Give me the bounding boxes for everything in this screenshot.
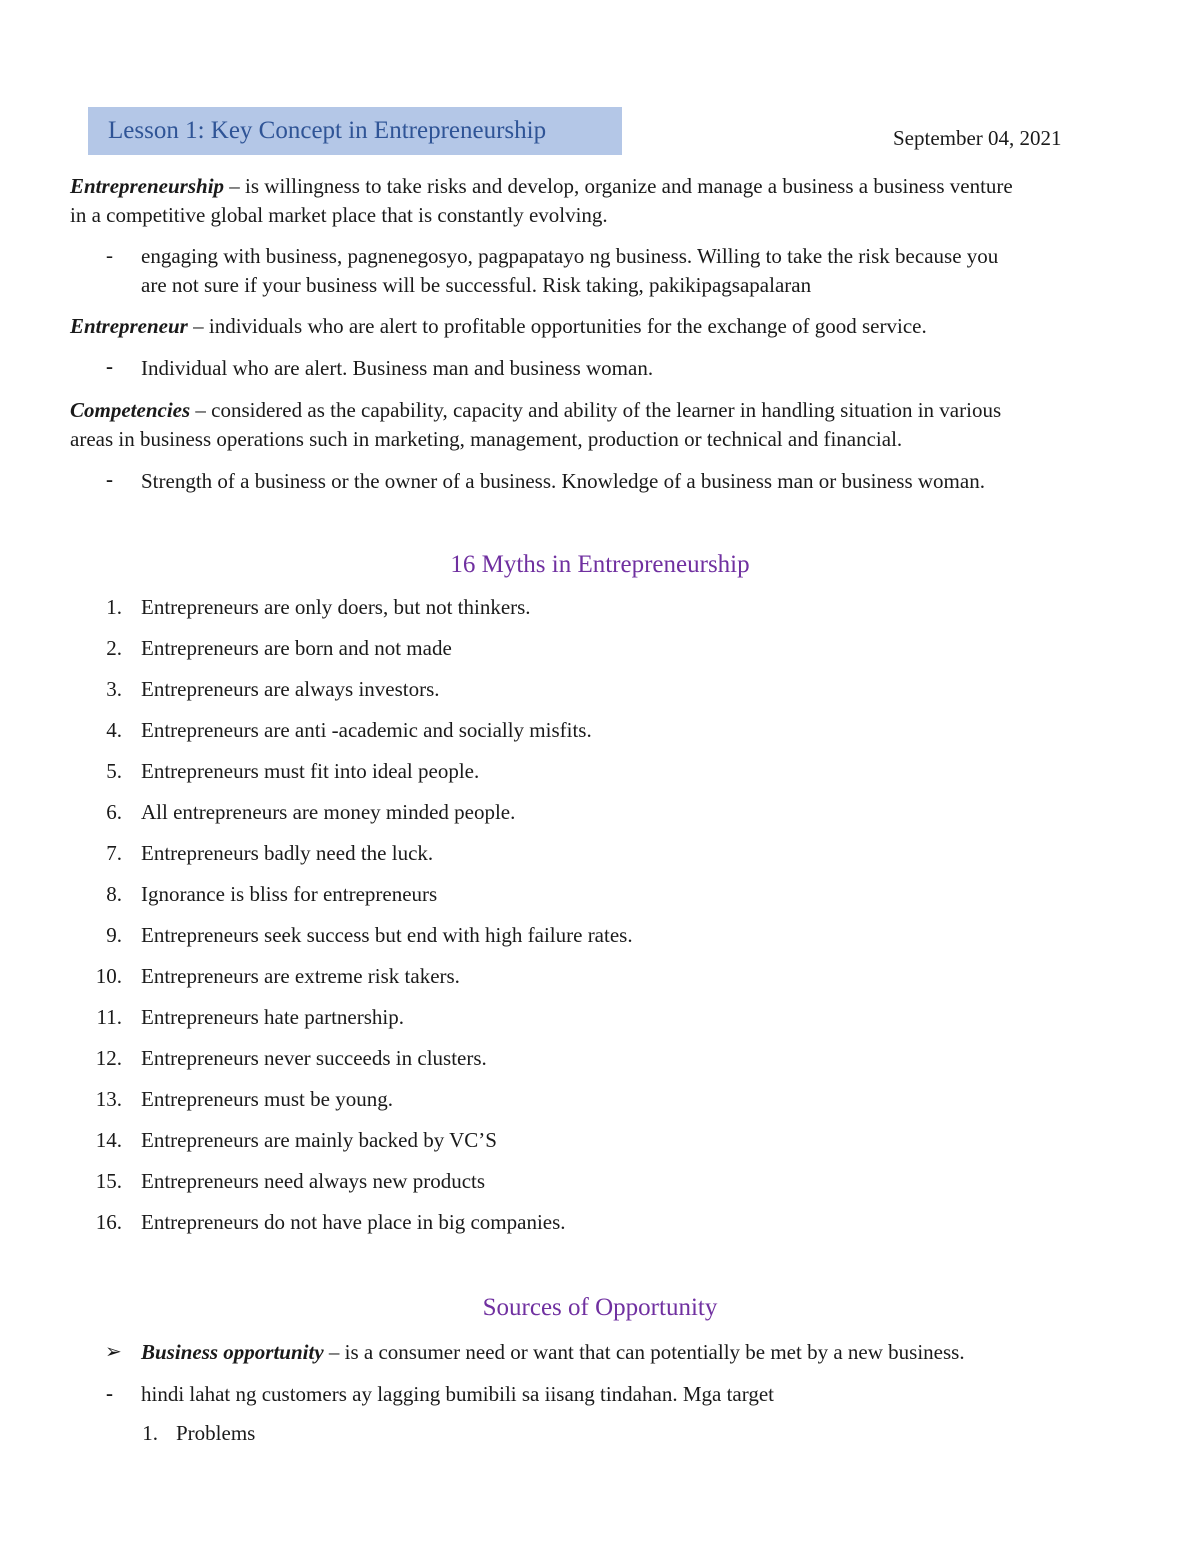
arrow-bullet-icon: ➢ (105, 1341, 122, 1363)
myths-heading: 16 Myths in Entrepreneurship (450, 551, 750, 578)
note-text: Strength of a business or the owner of a business. Knowledge of a business man or business woman. (141, 469, 985, 493)
dash-marker: - (106, 467, 113, 491)
opportunity-heading: Sources of Opportunity (482, 1294, 718, 1321)
dash-marker: - (106, 1381, 113, 1405)
definition-entrepreneur (70, 312, 927, 341)
myth-number: 9. (106, 923, 122, 947)
note-text: are not sure if your business will be successful. Risk taking, pakikipagsapalaran (141, 273, 812, 297)
myth-text: Entrepreneurs hate partnership. (141, 1005, 404, 1029)
term-business-opportunity: Business opportunity (141, 1340, 324, 1364)
myth-number: 13. (95, 1087, 122, 1111)
myth-text: Entrepreneurs badly need the luck. (141, 841, 434, 865)
lesson-title: Lesson 1: Key Concept in Entrepreneurship (108, 117, 547, 144)
myth-text: Entrepreneurs are always investors. (141, 677, 440, 701)
definition-text: – individuals who are alert to profitable opportunities for the exchange of good service. (187, 314, 927, 338)
note-text: Individual who are alert. Business man and business woman. (141, 356, 654, 380)
myth-number: 5. (106, 759, 122, 783)
myth-number: 3. (106, 677, 122, 701)
definition-text: – is a consumer need or want that can potentially be met by a new business. (323, 1340, 965, 1364)
myth-number: 15. (95, 1169, 122, 1193)
myth-text: All entrepreneurs are money minded people. (141, 800, 516, 824)
myth-text: Entrepreneurs need always new products (141, 1169, 486, 1193)
myth-number: 2. (106, 636, 122, 660)
sub-item-number: 1. (142, 1421, 158, 1445)
definition-continuation: in a competitive global market place that is constantly evolving. (70, 203, 608, 227)
myth-text: Entrepreneurs never succeeds in clusters. (141, 1046, 487, 1070)
myth-number: 6. (106, 800, 122, 824)
sub-item-text: Problems (176, 1421, 256, 1445)
myth-number: 14. (95, 1128, 122, 1152)
myth-number: 1. (106, 595, 122, 619)
note-text: engaging with business, pagnenegosyo, pagpapatayo ng business. Willing to take the risk because you (141, 244, 999, 268)
myth-number: 8. (106, 882, 122, 906)
myth-text: Ignorance is bliss for entrepreneurs (141, 882, 438, 906)
definition-text: – considered as the capability, capacity and ability of the learner in handling situation in various (190, 398, 1002, 422)
lesson-date: September 04, 2021 (893, 126, 1062, 150)
term-competencies: Competencies (70, 398, 191, 422)
myth-number: 4. (106, 718, 122, 742)
myth-text: Entrepreneurs are extreme risk takers. (141, 964, 460, 988)
myth-text: Entrepreneurs do not have place in big companies. (141, 1210, 566, 1234)
note-text: hindi lahat ng customers ay lagging bumibili sa iisang tindahan. Mga target (141, 1382, 774, 1406)
myth-text: Entrepreneurs seek success but end with high failure rates. (141, 923, 633, 947)
dash-marker: - (106, 354, 113, 378)
definition-continuation: areas in business operations such in marketing, management, production or technical and financial. (70, 427, 903, 451)
myth-number: 12. (95, 1046, 122, 1070)
myth-number: 16. (95, 1210, 122, 1234)
lesson-title-box (88, 107, 622, 155)
definition-text: – is willingness to take risks and develop, organize and manage a business a business venture (224, 174, 1013, 198)
myth-number: 11. (96, 1005, 122, 1029)
myth-text: Entrepreneurs are only doers, but not thinkers. (141, 595, 531, 619)
myth-text: Entrepreneurs must be young. (141, 1087, 393, 1111)
opportunity-definition (141, 1338, 965, 1367)
definition-competencies (70, 396, 1001, 425)
dash-marker: - (106, 243, 113, 267)
myth-text: Entrepreneurs must fit into ideal people. (141, 759, 480, 783)
definition-entrepreneurship (70, 172, 1013, 201)
myth-number: 10. (95, 964, 122, 988)
term-entrepreneurship: Entrepreneurship (70, 174, 225, 198)
myth-number: 7. (106, 841, 122, 865)
myth-text: Entrepreneurs are anti -academic and socially misfits. (141, 718, 592, 742)
myth-text: Entrepreneurs are born and not made (141, 636, 452, 660)
myth-text: Entrepreneurs are mainly backed by VC’S (141, 1128, 497, 1152)
term-entrepreneur: Entrepreneur (70, 314, 188, 338)
